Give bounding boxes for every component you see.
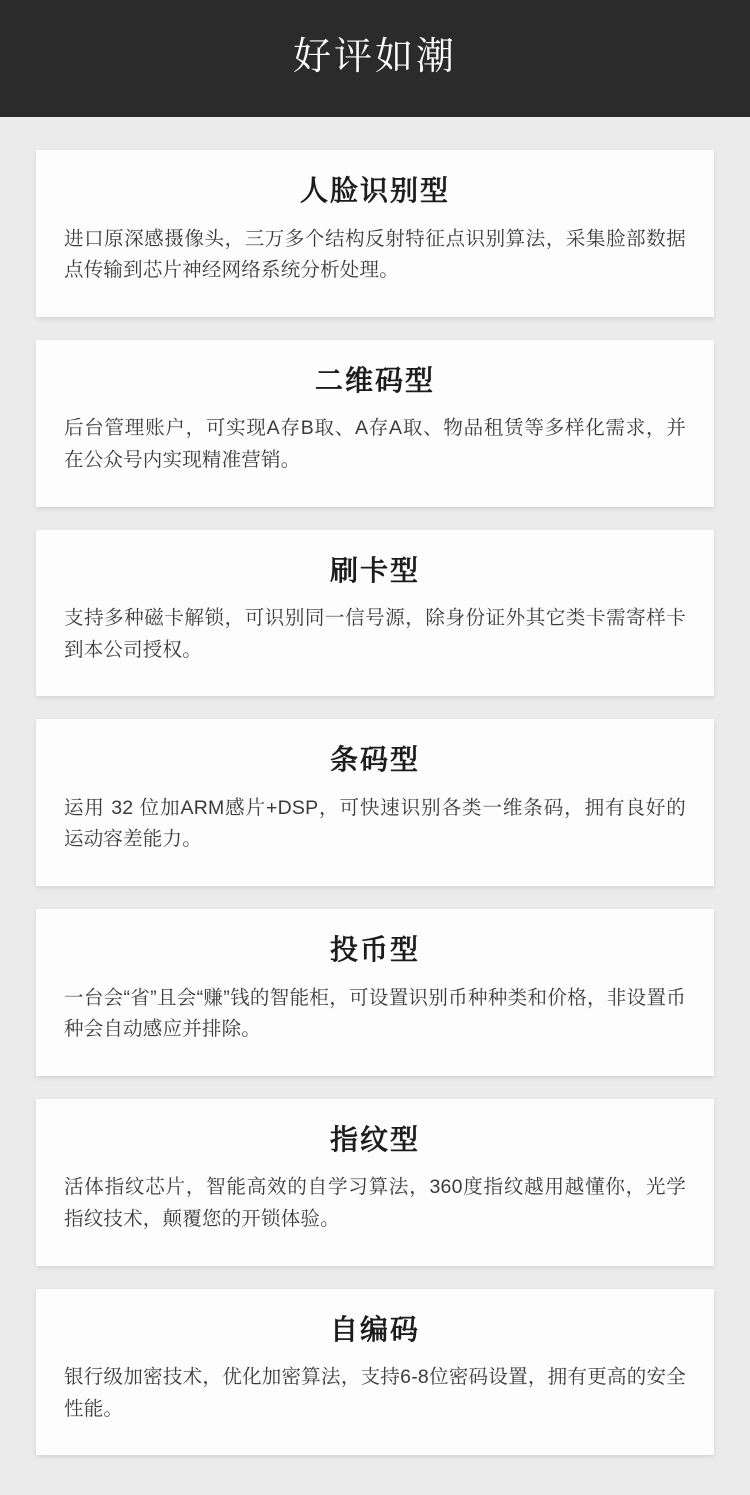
page-header [0, 0, 750, 117]
feature-card-text: 银行级加密技术，优化加密算法，支持6-8位密码设置，拥有更高的安全性能。 [64, 1366, 686, 1420]
feature-card-text: 后台管理账户，可实现A存B取、A存A取、物品租赁等多样化需求，并在公众号内实现精准营销。 [64, 417, 686, 471]
feature-card-list [0, 117, 750, 1495]
feature-card-title: 投币型 [329, 933, 420, 966]
feature-card [36, 530, 714, 697]
feature-card-text: 进口原深感摄像头，三万多个结构反射特征点识别算法，采集脸部数据点传输到芯片神经网络系统分析处理。 [64, 227, 686, 282]
feature-card-title: 二维码型 [314, 363, 435, 397]
feature-card-text: 活体指纹芯片，智能高效的自学习算法，360度指纹越用越懂你，光学指纹技术，颠覆您的开锁体验。 [64, 1176, 686, 1230]
feature-card-title: 条码型 [329, 743, 420, 777]
feature-card-text: 支持多种磁卡解锁，可识别同一信号源，除身份证外其它类卡需寄样卡到本公司授权。 [64, 607, 686, 661]
feature-card [36, 909, 714, 1076]
feature-card-text: 运用 32 位加ARM感片+DSP，可快速识别各类一维条码，拥有良好的运动容差能力。 [64, 796, 686, 851]
page-title: 好评如潮 [292, 35, 457, 78]
feature-card [36, 1289, 714, 1456]
feature-card-title: 人脸识别型 [299, 174, 450, 207]
feature-card [36, 1099, 714, 1266]
feature-card [36, 719, 714, 886]
feature-card-text: 一台会“省”且会“赚”钱的智能柜，可设置识别币种种类和价格，非设置币种会自动感应并排除。 [64, 986, 686, 1041]
feature-card-title: 刷卡型 [329, 553, 420, 587]
feature-card-title: 自编码 [329, 1312, 420, 1346]
feature-card [36, 150, 714, 317]
feature-card [36, 340, 714, 507]
feature-card-title: 指纹型 [329, 1122, 420, 1156]
